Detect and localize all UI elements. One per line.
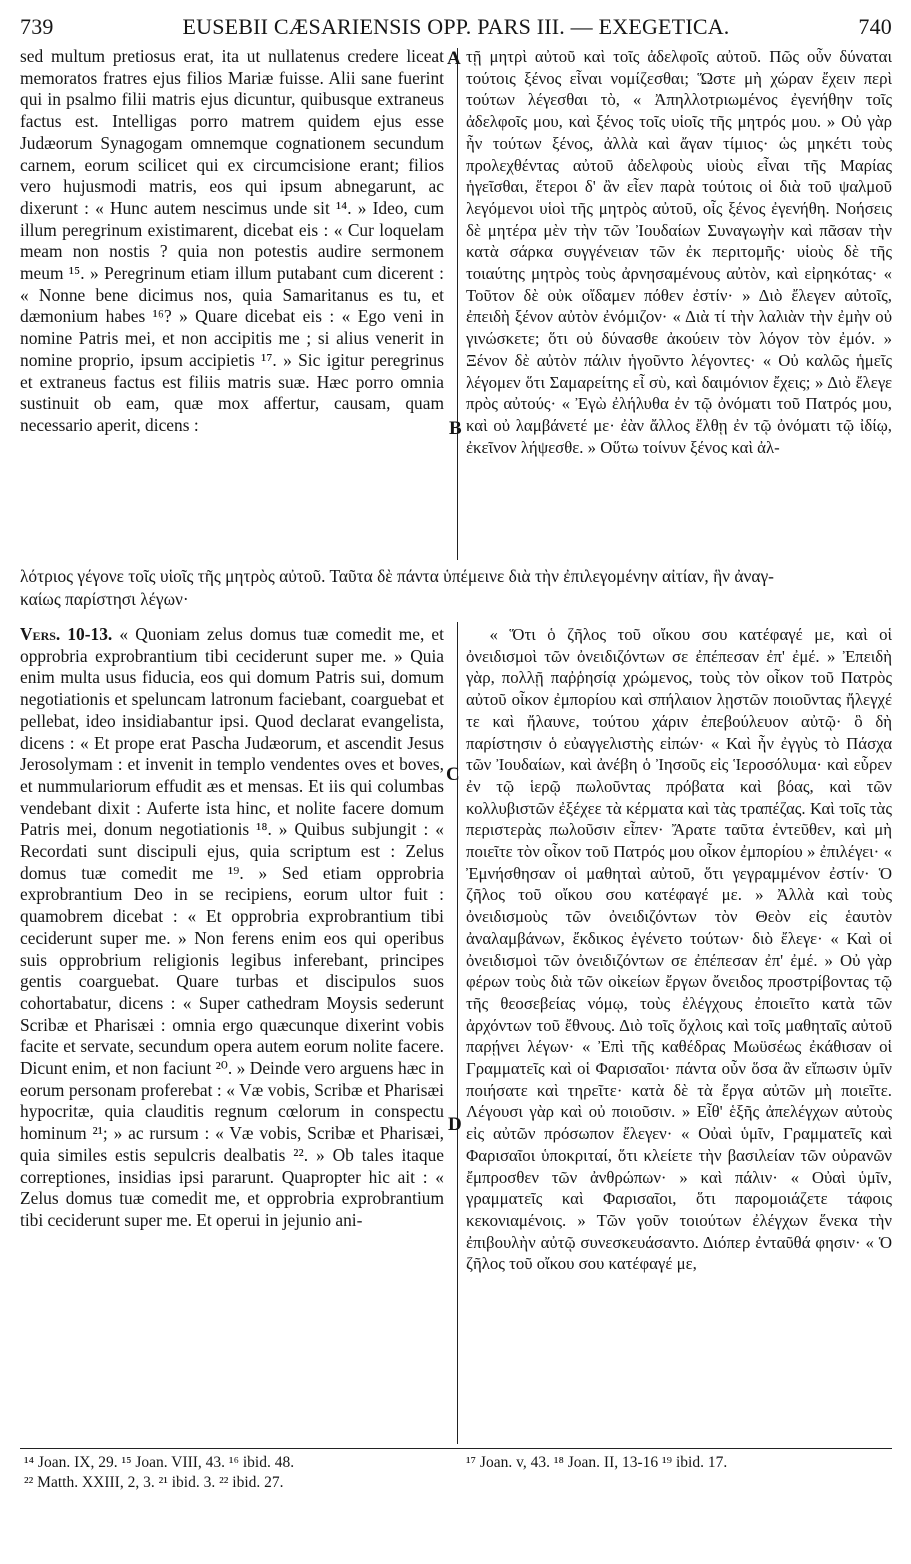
margin-marker-c: C <box>446 764 460 785</box>
upper-latin-text: sed multum pretiosus erat, ita ut nullatenus credere liceat memoratos fratres ejus filios Mariæ fuisse. Alii sane fuerint qui in psalmo filii matris ejus dicuntur, quibusque extraneus factus est. Intelligas porro matrem quidem ejus esse Judæorum Synagogam omnemque cognationem secundum carnem, eorum scilicet qui ex circumcisione erant; filios vero hujusmodi matris, eos qui ipsum abnegarunt, ac dixerunt : « Hunc autem nescimus unde sit ¹⁴. » Ideo, cum illum peregrinum existimarent, dicebat eis : « Cur loquelam meam non nostis ? quia non potestis audire sermonem meum ¹⁵. » Peregrinum etiam illum putabant cum dicerent : « Nonne bene dicimus nos, quia Samaritanus es tu, et dæmonium habes ¹⁶? » Quare dicebat eis : « Ego veni in nomine Patris mei, et non accipitis me ; si alius venerit in nomine proprio, ipsum accipietis ¹⁷. » Sic igitur peregrinus et extraneus factus est filiis matris suæ. Hæc porro omnia sustinuit ob eam, quæ mox affertur, causam, quam necessario aperit, dicens : <box>20 46 444 435</box>
upper-latin-column <box>20 46 444 566</box>
lower-greek-text: « Ὅτι ὁ ζῆλος τοῦ οἴκου σου κατέφαγέ με, καὶ οἱ ὀνειδισμοὶ τῶν ὀνειδιζόντων σε ἐπέπεσαν ἐπ' ἐμέ. » Ἐπειδὴ γὰρ, πολλῇ παῤῥησίᾳ χρώμενος, τοὺς τὸν οἶκον τοῦ Πατρὸς αὐτοῦ οἶκον ἐμπορίου καὶ σπήλαιον λῃστῶν ποιοῦντας ἤλεγχέ τε καὶ ἤλαυνε, τούτου χάριν ἐπεβούλευον αὐτῷ· ὃ δὴ παρίστησιν ὁ εὐαγγελιστὴς εἰπών· « Καὶ ἦν ἐγγὺς τὸ Πάσχα τῶν Ἰουδαίων, καὶ ἀνέβη ὁ Ἰησοῦς εἰς Ἱεροσόλυμα· καὶ εὗρεν ἐν τῷ ἱερῷ πωλοῦντας πρόβατα καὶ βόας, καὶ τῶν κολλυβιστῶν ἐξέχεε τὰ κέρματα καὶ τὰς τραπέζας. Καὶ τοῖς τὰς περιστερὰς πωλοῦσιν εἶπεν· Ἄρατε ταῦτα ἐντεῦθεν, καὶ μὴ ποιεῖτε τὸν οἶκον τοῦ Πατρός μου οἶκον ἐμπορίου » ἐπιλέγει· « Ἐμνήσθησαν οἱ μαθηταὶ αὐτοῦ, ὅτι γεγραμμένον ἐστίν· Ὁ ζῆλος τοῦ οἴκου σου κατέφαγέ με. » Ἀλλὰ καὶ τοὺς ὀνειδισμοὺς τῶν ὀνειδιζόντων τὸν Θεὸν εἰς ἑαυτὸν ἀναλαμβάνων, ἔκδικος ἐγένετο τούτων· διὸ ἔλεγε· « Καὶ οἱ ὀνειδισμοὶ τῶν ὀνειδιζόντων σε ἐπέπεσαν ἐπ' ἐμέ. » Οὐ γὰρ φέρων τοὺς διὰ τῶν οἰκείων ἔργων ὄνειδος προστρίβοντας τῷ τῆς θεοσεβείας νόμῳ, τοὺς ἐλέγχους ἐποιεῖτο κατὰ τῶν ἀρχόντων τοῦ ἔθνους. Διὸ τοῖς ὄχλοις καὶ τοῖς μαθηταῖς αὐτοῦ παρῄνει λέγων· « Ἐπὶ τῆς καθέδρας Μωϋσέως ἐκάθισαν οἱ Γραμματεῖς καὶ οἱ Φαρισαῖοι· πάντα οὖν ὅσα ἂν εἴπωσιν ὑμῖν ποιήσατε καὶ τηρεῖτε· κατὰ δὲ τὰ ἔργα αὐτῶν μὴ ποιεῖτε. Λέγουσι γὰρ καὶ οὐ ποιοῦσιν. » Εἶθ' ἑξῆς ἀπελέγχων αὐτοὺς εἰς αὐτῶν πρόσωπον ἔλεγεν· « Οὐαὶ ὑμῖν, Γραμματεῖς καὶ Φαρισαῖοι ὑποκριταί, ὅτι κλείετε τὴν βασιλείαν τῶν οὐρανῶν ἔμπροσθεν τῶν ἀνθρώπων· » καὶ πάλιν· « Οὐαὶ ὑμῖν, γραμματεῖς καὶ Φαρισαῖοι, ὅτι παρομοιάζετε τάφοις κεκονιαμένοις. » Τῶν γοῦν τοιούτων ἐλέγχων ἕνεκα τὴν ἐπιβουλὴν αὐτῷ συνεσκευάσαντο. Διόπερ ἐνταῦθά φησιν· « Ὁ ζῆλος τοῦ οἴκου σου κατέφαγέ με, <box>466 625 892 1274</box>
column-rule-upper <box>457 48 458 560</box>
lower-greek-column <box>466 624 892 1446</box>
footnote-left-line-1: ¹⁴ Joan. IX, 29. ¹⁵ Joan. VIII, 43. ¹⁶ ibid. 48. <box>24 1454 295 1471</box>
column-rule-lower <box>457 622 458 1444</box>
footnote-left-line-2: ²² Matth. XXIII, 2, 3. ²¹ ibid. 3. ²² ibid. 27. <box>24 1474 284 1491</box>
footnote-right-line-1: ¹⁷ Joan. v, 43. ¹⁸ Joan. II, 13-16 ¹⁹ ibid. 17. <box>466 1454 728 1471</box>
page-number-right: 740 <box>858 14 892 39</box>
running-title: EUSEBII CÆSARIENSIS OPP. PARS III. — EXEGETICA. <box>182 14 730 39</box>
margin-marker-a: A <box>447 48 461 69</box>
upper-greek-column <box>466 46 892 566</box>
margin-marker-d: D <box>448 1114 462 1135</box>
page-number-left: 739 <box>20 14 54 39</box>
margin-marker-b: B <box>449 418 462 439</box>
running-header <box>20 14 892 40</box>
greek-fullwidth-line-2: καίως παρίστησι λέγων· <box>20 589 189 609</box>
lower-latin-text: « Quoniam zelus domus tuæ comedit me, et opprobria exprobrantium tibi ceciderunt super me. » Quia enim multa usus fiducia, eos qui domum Patris sui, domum negotiationis et speluncam latronum faciebant, coarguebat et pellebat, ideo insidiabantur ipsi. Quod declarat evangelista, dicens : « Et prope erat Pascha Judæorum, et ascendit Jesus Jerosolymam : et invenit in templo vendentes oves et boves, et nummulariorum effudit æs et mensas. Et iis qui columbas vendebant dixit : Auferte ista hinc, et nolite facere domum Patris mei, donum negotiationis ¹⁸. » Quibus subjungit : « Recordati sunt discipuli ejus, quia scriptum est : Zelus domus tuæ comedit me ¹⁹. » Sed etiam opprobria exprobrantium Deo in se recipiens, eorum ultor fuit : quamobrem dicebat : « Et opprobria exprobrantium tibi ceciderunt super me. » Non ferens enim eos qui operibus suis opprobrium religionis legibus inferebant, principes gentis coarguebat. Quare turbas et discipulos suos cohortabatur, dicens : « Super cathedram Moysis sederunt Scribæ et Pharisæi : omnia ergo quæcunque dixerint vobis facite et servate, secundum opera autem eorum nolite facere. Dicunt enim, et non faciunt ²⁰. » Deinde vero arguens hæc in eorum personam proferebat : « Væ vobis, Scribæ et Pharisæi hypocritæ, quia clauditis regnum cœlorum in conspectu hominum ²¹; » ac rursum : « Væ vobis, Scribæ et Pharisæi, quia similes estis sepulcris dealbatis ²². » Ob tales itaque correptiones, insidias ipsi pararunt. Quapropter hic ait : « Zelus domus tuæ comedit me, et opprobria exprobrantium tibi ceciderunt super me. Et operui in jejunio ani- <box>20 624 444 1230</box>
greek-fullwidth-line-1: λότριος γέγονε τοῖς υἱοῖς τῆς μητρὸς αὐτοῦ. Ταῦτα δὲ πάντα ὑπέμεινε διὰ τὴν ἐπιλεγομένην αἰτίαν, ἣν ἀναγ- <box>20 566 774 586</box>
upper-greek-text: τῇ μητρὶ αὐτοῦ καὶ τοῖς ἀδελφοῖς αὐτοῦ. Πῶς οὖν δύναται τούτοις ξένος εἶναι νομίζεσθαι; Ὥστε μὴ χώραν ἔχειν περὶ τούτων λέγεσθαι τὸ, « Ἀπηλλοτριωμένος ἐγενήθην τοῖς ἀδελφοῖς μου, καὶ ξένος τοῖς υἱοῖς τῆς μητρός μου. » Οὐ γὰρ ἦν τούτων ξένος, ἀλλὰ καὶ ἄγαν τίμιος· ὡς μηκέτι τοὺς προλεχθέντας αὐτοῦ ἀδελφοὺς υἱοὺς εἶναι τῆς Μαρίας ἡγεῖσθαι, ἕτεροι δ' ἂν εἶεν παρὰ τούτοις οἱ διὰ τοῦ ψαλμοῦ λεγόμενοι υἱοὶ τῆς μητρὸς αὐτοῦ, οἷς ξένος ἐγενήθη. Νοήσεις δὲ μητέρα μὲν τὴν τῶν Ἰουδαίων Συναγωγὴν καὶ πᾶσαν τὴν κατὰ σάρκα συγγένειαν τῶν ἐκ περιτομῆς· υἱοὺς δὲ τῆς τοιαύτης μητρὸς τοὺς ἀρνησαμένους αὐτὸν, καὶ εἰρηκότας· « Τοῦτον δὲ οὐκ οἴδαμεν πόθεν ἐστίν· » Διὸ ἔλεγεν αὐτοῖς, ἐπειδὴ ξένον αὐτὸν ἐνόμιζον· « Διὰ τί τὴν λαλιὰν τὴν ἐμὴν οὐ γινώσκετε; ὅτι οὐ δύνασθε ἀκούειν τὸν λόγον τὸν ἐμόν. » Ξένον δὲ αὐτὸν πάλιν ἡγοῦντο λέγοντες· « Οὐ καλῶς ἡμεῖς λέγομεν ὅτι Σαμαρείτης εἶ σὺ, καὶ δαιμόνιον ἔχεις; » Διὸ ἔλεγε πρὸς αὐτούς· « Ἐγὼ ἐλήλυθα ἐν τῷ ὀνόματι τοῦ Πατρός μου, καὶ οὐ λαμβάνετέ με· ἐὰν ἄλλος ἔλθῃ ἐν τῷ ὀνόματι τῷ ἰδίῳ, ἐκεῖνον λήψεσθε. » Οὕτω τοίνυν ξένος καὶ ἀλ- <box>466 47 892 457</box>
verse-label: Vers. 10-13. <box>20 624 113 644</box>
footnote-rule <box>20 1448 892 1449</box>
lower-latin-column <box>20 624 444 1446</box>
